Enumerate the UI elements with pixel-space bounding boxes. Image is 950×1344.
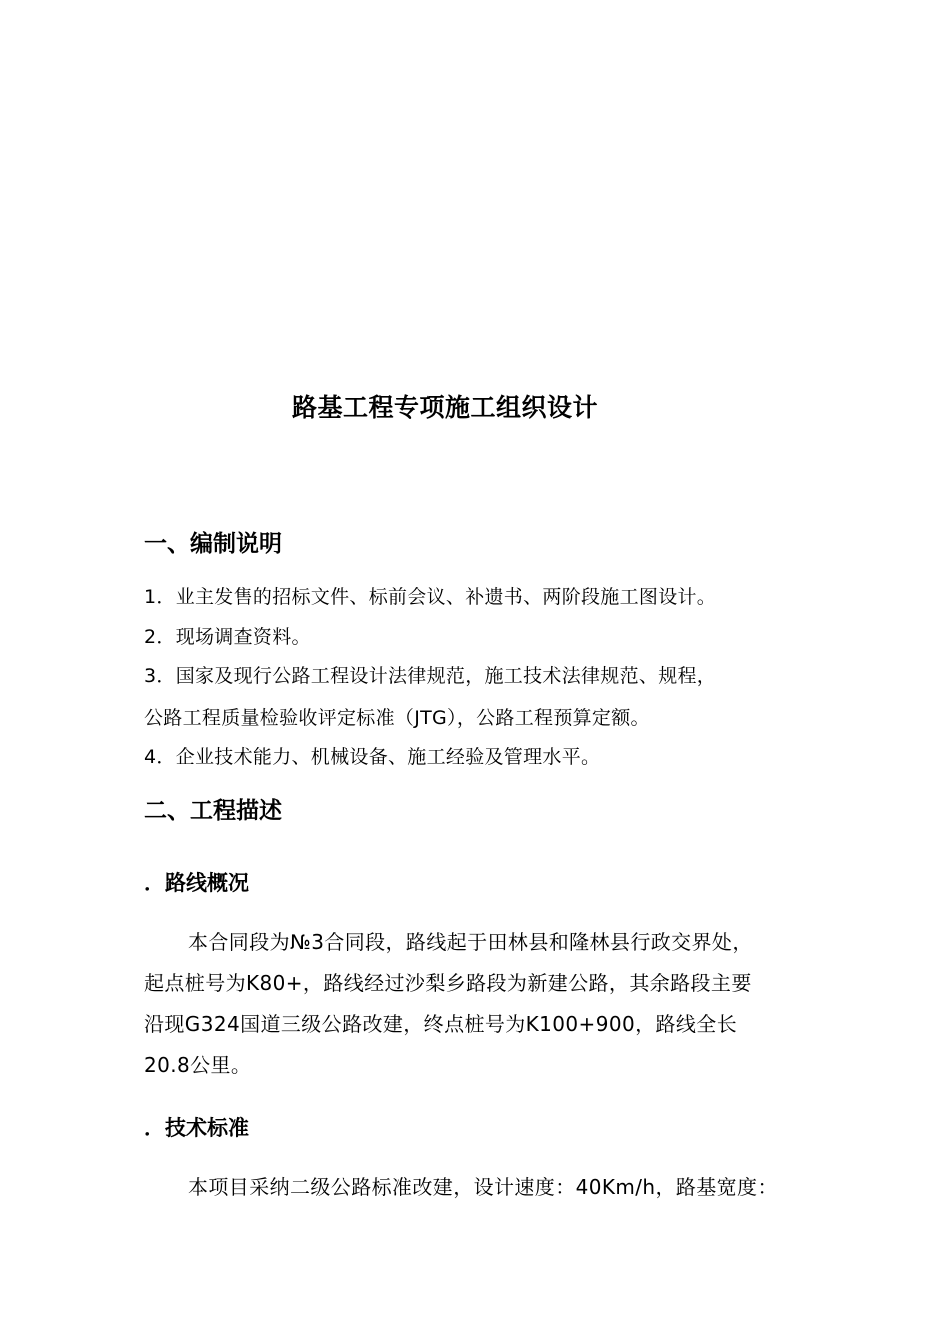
list-item: 2．现场调查资料。 [144, 626, 311, 648]
list-item: 1．业主发售的招标文件、标前会议、补遗书、两阶段施工图设计。 [144, 586, 717, 608]
route-overview-paragraph [144, 922, 834, 1086]
subsection-heading-route-overview: ．路线概况 [144, 871, 249, 895]
list-item-continuation: 公路工程质量检验收评定标准（JTG），公路工程预算定额。 [144, 707, 650, 729]
section-heading-project-description: 二、工程描述 [144, 798, 282, 824]
paragraph-line: 本合同段为№3合同段，路线起于田林县和隆林县行政交界处， [188, 930, 753, 954]
paragraph-line: 本项目采纳二级公路标准改建，设计速度：40Km/h，路基宽度： [188, 1175, 778, 1199]
subsection-heading-technical-standards: ．技术标准 [144, 1116, 249, 1140]
document-title: 路基工程专项施工组织设计 [291, 393, 598, 422]
section-heading-compilation: 一、编制说明 [144, 531, 282, 557]
list-item: 3．国家及现行公路工程设计法律规范，施工技术法律规范、规程， [144, 665, 717, 687]
paragraph-line: 沿现G324国道三级公路改建，终点桩号为K100+900，路线全长 [144, 1012, 738, 1036]
list-item: 4．企业技术能力、机械设备、施工经验及管理水平。 [144, 746, 601, 768]
technical-standards-paragraph [144, 1167, 834, 1208]
paragraph-line: 起点桩号为K80+，路线经过沙梨乡路段为新建公路，其余路段主要 [144, 971, 752, 995]
paragraph-line: 20.8公里。 [144, 1053, 252, 1077]
